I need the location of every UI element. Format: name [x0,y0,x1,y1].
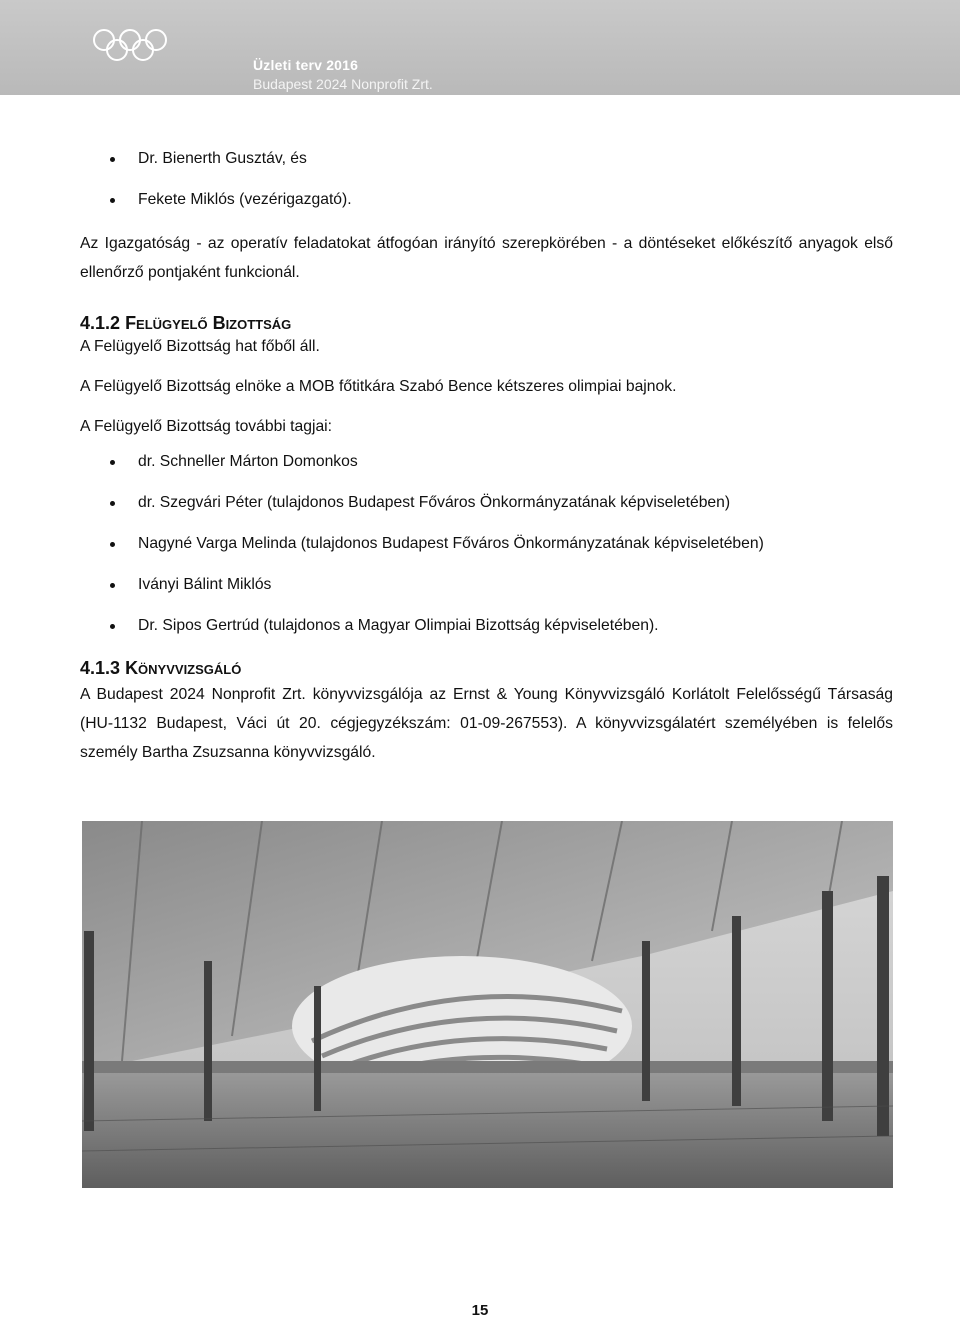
section-title: Könyvvizsgáló [125,658,242,678]
list-item: dr. Szegvári Péter (tulajdonos Budapest Főváros Önkormányzatának képviseletében) [80,486,893,527]
paragraph: A Felügyelő Bizottság hat főből áll. [80,338,320,355]
header-subtitle: Budapest 2024 Nonprofit Zrt. [253,76,433,92]
list-item: Dr. Bienerth Gusztáv, és [80,142,893,183]
list-item: Dr. Sipos Gertrúd (tulajdonos a Magyar Olimpiai Bizottság képviseletében). [80,609,893,650]
paragraph: Az Igazgatóság - az operatív feladatokat átfogóan irányító szerepkörében - a döntéseket előkészítő anyagok első ellenőrző pontjaként funkcionál. [80,235,893,281]
board-members-list [80,142,893,224]
list-item: Nagyné Varga Melinda (tulajdonos Budapest Főváros Önkormányzatának képviseletében) [80,527,893,568]
list-item: Iványi Bálint Miklós [80,568,893,609]
paragraph: A Felügyelő Bizottság elnöke a MOB főtitkára Szabó Bence kétszeres olimpiai bajnok. [80,378,677,395]
supervisory-members-list [80,445,893,650]
document-body [80,142,893,767]
paragraph: A Budapest 2024 Nonprofit Zrt. könyvvizsgálója az Ernst & Young Könyvvizsgáló Korlátolt Felelősségű Társaság (HU-1132 Budapest, Váci út 20. cégjegyzékszám: 01-09-267553). A könyvvizsgálatért személyében is felelős személy Bartha Zsuzsanna könyvvizsgáló. [80,686,893,761]
page-number: 15 [471,1302,489,1319]
olympic-rings-logo [92,28,168,64]
section-heading [80,656,893,680]
list-item: dr. Schneller Márton Domonkos [80,445,893,486]
stadium-photo [82,821,893,1188]
section-title: Felügyelő Bizottság [125,313,292,333]
header-title: Üzleti terv 2016 [253,57,359,73]
section-heading [80,311,893,335]
page-header [0,0,960,95]
section-number: 4.1.3 [80,658,121,678]
paragraph: A Felügyelő Bizottság további tagjai: [80,418,333,435]
list-item: Fekete Miklós (vezérigazgató). [80,183,893,224]
section-number: 4.1.2 [80,313,121,333]
stadium-architecture-image [82,821,893,1188]
